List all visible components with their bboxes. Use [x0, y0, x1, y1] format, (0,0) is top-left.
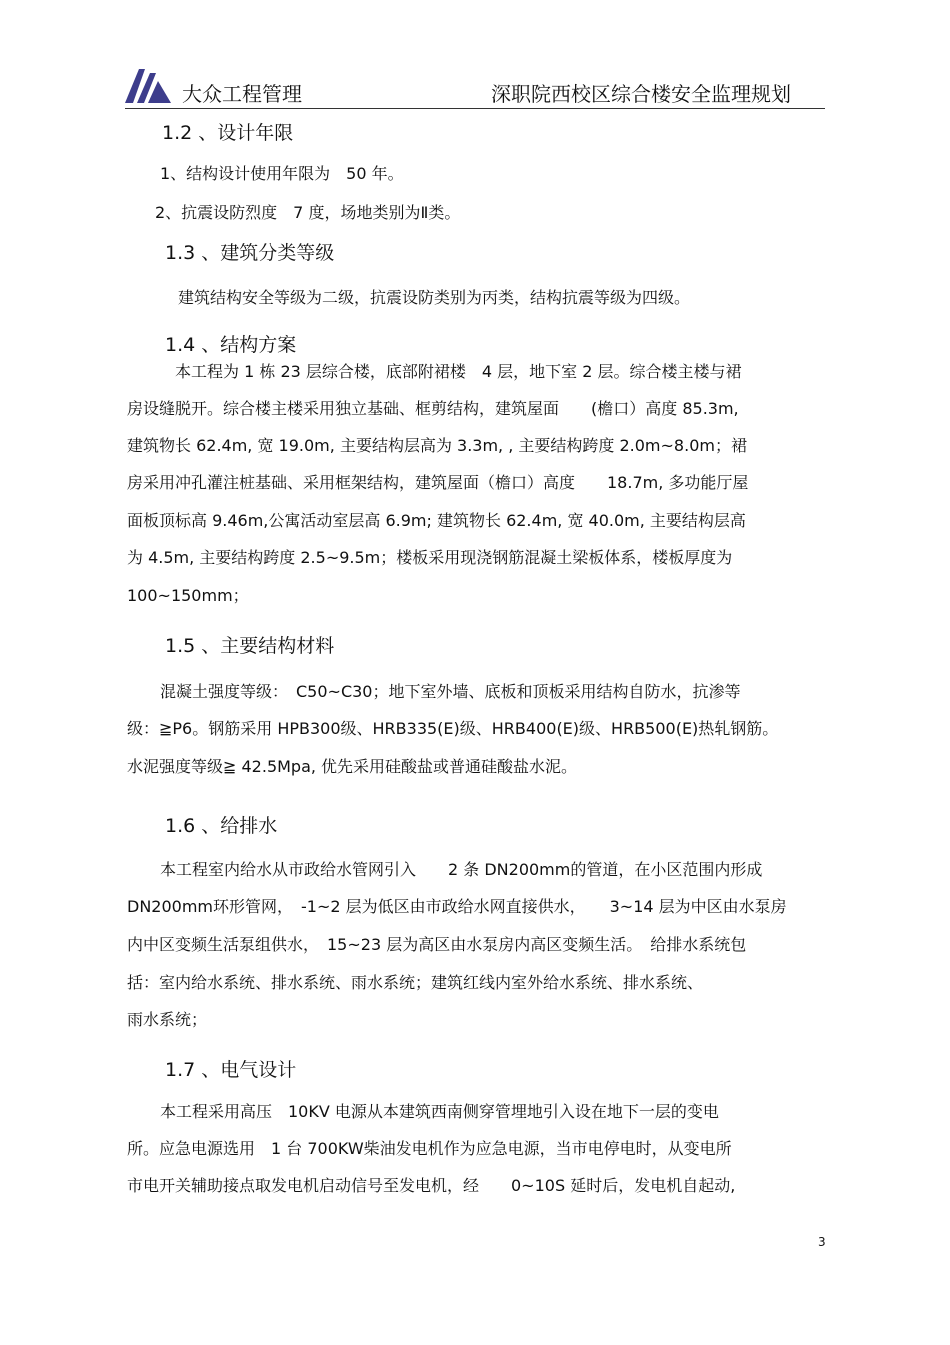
section-heading: 1.6 、给排水: [165, 815, 278, 837]
company-name: 大众工程管理: [182, 82, 302, 106]
section-heading: 1.7 、电气设计: [165, 1059, 297, 1081]
section-heading: 1.5 、主要结构材料: [165, 635, 335, 657]
body-line: 水泥强度等级≧ 42.5Mpa, 优先采用硅酸盐或普通硅酸盐水泥。: [127, 757, 578, 776]
section-heading: 1.4 、结构方案: [165, 334, 297, 356]
company-logo: [125, 69, 171, 103]
document-title: 深职院西校区综合楼安全监理规划: [491, 82, 791, 106]
body-line: 100~150mm；: [127, 586, 249, 605]
body-line: 括：室内给水系统、排水系统、雨水系统；建筑红线内室外给水系统、排水系统、: [127, 973, 704, 992]
body-line: 1、结构设计使用年限为 50 年。: [160, 164, 404, 183]
body-line: 2、抗震设防烈度 7 度，场地类别为Ⅱ类。: [155, 203, 461, 222]
body-line: 面板顶标高 9.46m,公寓活动室层高 6.9m; 建筑物长 62.4m, 宽 40.0m, 主要结构层高: [127, 511, 746, 530]
body-line: 房采用冲孔灌注桩基础、采用框架结构，建筑屋面（檐口）高度 18.7m, 多功能厅屋: [127, 473, 749, 492]
section-heading: 1.3 、建筑分类等级: [165, 242, 335, 264]
body-line: 为 4.5m, 主要结构跨度 2.5~9.5m；楼板采用现浇钢筋混凝土梁板体系，楼板厚度为: [127, 548, 733, 567]
body-line: 级：≧P6。钢筋采用 HPB300级、HRB335(E)级、HRB400(E)级、HRB500(E)热轧钢筋。: [127, 719, 779, 738]
header-rule: [125, 108, 825, 109]
body-line: 雨水系统；: [127, 1010, 208, 1029]
body-line: 房设缝脱开。综合楼主楼采用独立基础、框剪结构，建筑屋面 (檐口）高度 85.3m,: [127, 399, 739, 418]
body-line: 建筑物长 62.4m, 宽 19.0m, 主要结构层高为 3.3m, , 主要结构跨度 2.0m~8.0m；裙: [127, 436, 747, 455]
page-header: [125, 66, 825, 108]
body-line: 本工程室内给水从市政给水管网引入 2 条 DN200mm的管道，在小区范围内形成: [160, 860, 763, 879]
body-line: 本工程采用高压 10KV 电源从本建筑西南侧穿管埋地引入设在地下一层的变电: [160, 1102, 719, 1121]
page-number: 3: [818, 1235, 826, 1249]
body-line: 市电开关辅助接点取发电机启动信号至发电机，经 0~10S 延时后，发电机自起动,: [127, 1176, 736, 1195]
body-line: 本工程为 1 栋 23 层综合楼，底部附裙楼 4 层，地下室 2 层。综合楼主楼与裙: [175, 362, 742, 381]
section-heading: 1.2 、设计年限: [162, 122, 294, 144]
body-line: DN200mm环形管网， -1~2 层为低区由市政给水网直接供水， 3~14 层为中区由水泵房: [127, 897, 787, 916]
body-line: 混凝土强度等级： C50~C30；地下室外墙、底板和顶板采用结构自防水，抗渗等: [160, 682, 741, 701]
body-line: 所。应急电源选用 1 台 700KW柴油发电机作为应急电源，当市电停电时，从变电所: [127, 1139, 732, 1158]
body-line: 内中区变频生活泵组供水， 15~23 层为高区由水泵房内高区变频生活。 给排水系统包: [127, 935, 747, 954]
body-line: 建筑结构安全等级为二级，抗震设防类别为丙类，结构抗震等级为四级。: [178, 288, 691, 307]
